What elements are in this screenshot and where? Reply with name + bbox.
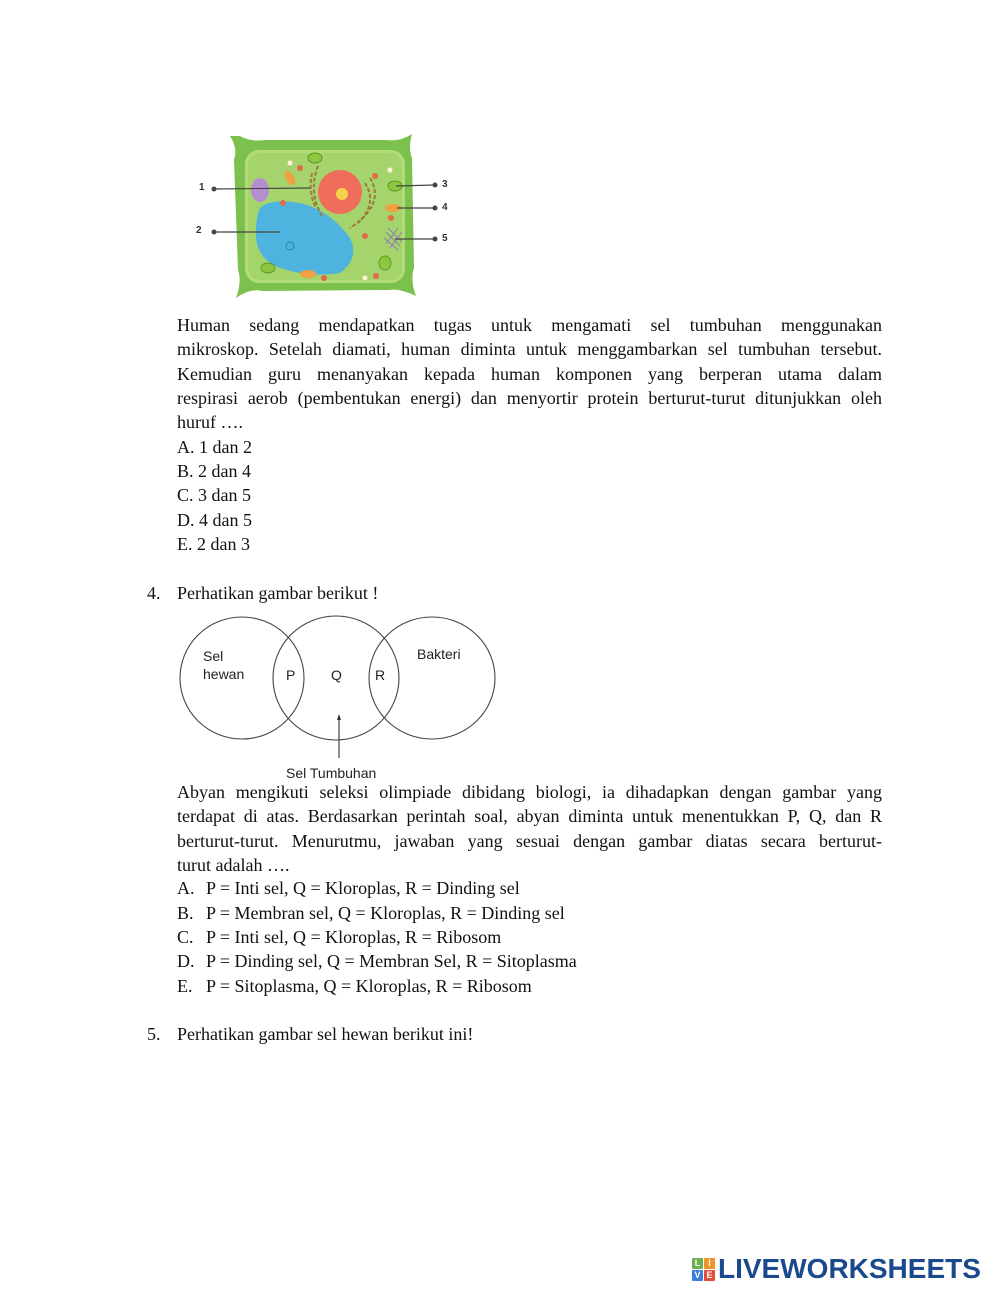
venn-label-bakteri: Bakteri [417,646,461,662]
option-letter: E. [177,976,193,996]
venn-label-sel-hewan-2: hewan [203,666,245,682]
venn-label-r: R [375,667,386,683]
question4-option-e [177,974,532,998]
question4-option-a [177,876,520,900]
cell-label-4: 4 [442,202,448,213]
paragraph-line: Kemudian guru menanyakan kepada human komponen yang berperan utama dalam [177,363,882,384]
question3-option-b [177,459,251,483]
logo-tile-i: I [704,1258,715,1269]
option-text: 3 dan 5 [198,485,252,505]
option-text: 2 dan 4 [198,461,252,481]
venn-diagram [170,612,510,782]
question3-option-d [177,508,252,532]
option-letter: C. [177,927,194,947]
logo-tile-v: V [692,1270,703,1281]
option-text: 2 dan 3 [197,534,250,554]
option-text: P = Dinding sel, Q = Membran Sel, R = Sitoplasma [206,951,577,971]
question4-paragraph [177,780,882,877]
logo-text: LIVEWORKSHEETS [718,1253,981,1284]
cell-label-1: 1 [199,182,205,193]
question4-option-d [177,949,577,973]
option-letter: C. [177,485,194,505]
option-text: 4 dan 5 [199,510,252,530]
option-text: P = Inti sel, Q = Kloroplas, R = Dinding sel [206,878,520,898]
question3-option-e [177,532,250,556]
venn-label-sel-hewan-1: Sel [203,648,224,664]
option-text: 1 dan 2 [199,437,252,457]
liveworksheets-logo [692,1253,981,1284]
question4-option-c [177,925,501,949]
paragraph-line: berturut-turut. Menurutmu, jawaban yang sesuai dengan gambar diatas secara berturut- [177,830,882,851]
option-letter: A. [177,437,195,457]
question4-option-b [177,901,565,925]
option-letter: B. [177,461,194,481]
plant-cell-illustration [190,128,460,303]
option-letter: D. [177,951,195,971]
cell-label-2: 2 [196,225,202,236]
option-text: P = Sitoplasma, Q = Kloroplas, R = Ribosom [206,976,532,996]
paragraph-line: mikroskop. Setelah diamati, human diminta untuk menggambarkan sel tumbuhan tersebut. [177,339,882,360]
cell-label-5: 5 [442,233,448,244]
question3-paragraph [177,313,882,434]
question4-prompt: Perhatikan gambar berikut ! [177,583,379,603]
paragraph-line: terdapat di atas. Berdasarkan perintah soal, abyan diminta untuk menentukkan P, Q, dan R [177,806,882,827]
venn-label-p: P [286,667,296,683]
logo-tiles [692,1258,715,1281]
logo-tile-l: L [692,1258,703,1269]
question4-number: 4. [147,583,161,603]
cell-label-3: 3 [442,179,448,190]
venn-circles [170,612,510,782]
option-text: P = Membran sel, Q = Kloroplas, R = Dinding sel [206,903,565,923]
paragraph-line: turut adalah …. [177,854,290,875]
paragraph-line: huruf …. [177,412,243,433]
question5-prompt: Perhatikan gambar sel hewan berikut ini! [177,1024,474,1044]
option-letter: E. [177,534,193,554]
venn-label-sel-tumbuhan: Sel Tumbuhan [286,765,377,781]
option-letter: D. [177,510,195,530]
venn-label-q: Q [331,667,342,683]
paragraph-line: Human sedang mendapatkan tugas untuk mengamati sel tumbuhan menggunakan [177,315,882,335]
question5-number: 5. [147,1024,161,1044]
question3-option-a [177,435,252,459]
option-letter: A. [177,878,195,898]
plant-cell-diagram [190,128,460,303]
logo-tile-e: E [704,1270,715,1281]
option-letter: B. [177,903,194,923]
paragraph-line: respirasi aerob (pembentukan energi) dan menyortir protein berturut-turut ditunjukkan oleh [177,387,882,408]
paragraph-line: Abyan mengikuti seleksi olimpiade dibidang biologi, ia dihadapkan dengan gambar yang [177,782,882,802]
question3-option-c [177,483,251,507]
option-text: P = Inti sel, Q = Kloroplas, R = Ribosom [206,927,502,947]
